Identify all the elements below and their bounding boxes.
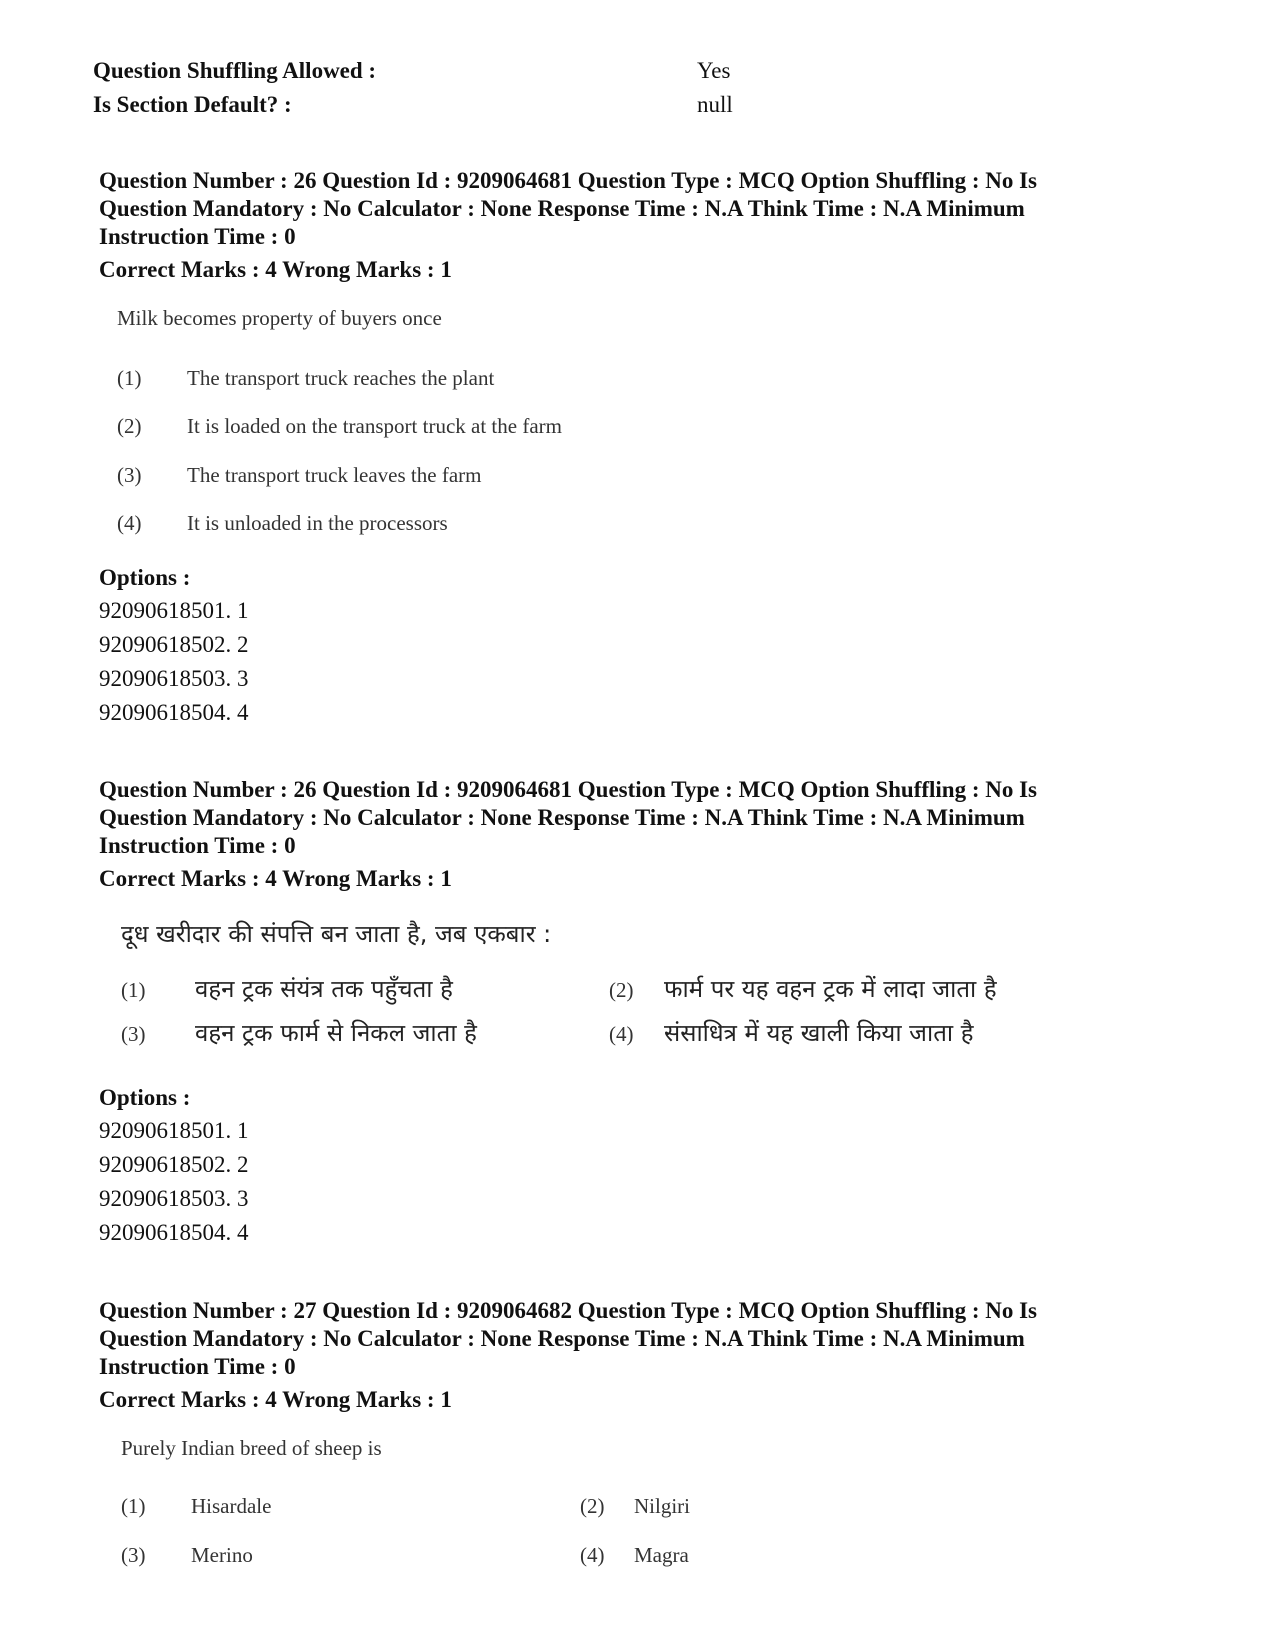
choice-text: Hisardale: [191, 1494, 272, 1518]
question-header-line: Instruction Time : 0: [99, 833, 296, 858]
choice-text: Magra: [634, 1543, 689, 1567]
choice-text: फार्म पर यह वहन ट्रक में लादा जाता है: [664, 975, 997, 1003]
question-header-line: Instruction Time : 0: [99, 1354, 296, 1379]
option-line: 92090618504. 4: [99, 1220, 249, 1245]
section-default-value: null: [697, 92, 733, 117]
option-line: 92090618503. 3: [99, 666, 249, 691]
choice-number: (4): [580, 1543, 605, 1567]
options-title: Options :: [99, 1085, 191, 1110]
marks-line: Correct Marks : 4 Wrong Marks : 1: [99, 257, 452, 282]
question-header-line: Question Mandatory : No Calculator : None Response Time : N.A Think Time : N.A Minimum: [99, 805, 1025, 830]
choice-text: वहन ट्रक फार्म से निकल जाता है: [195, 1019, 477, 1047]
choice-number: (4): [117, 511, 142, 535]
section-default-label: Is Section Default? :: [93, 92, 292, 117]
option-line: 92090618502. 2: [99, 632, 249, 657]
choice-number: (2): [609, 978, 634, 1002]
options-title: Options :: [99, 565, 191, 590]
choice-number: (3): [117, 463, 142, 487]
choice-number: (3): [121, 1022, 146, 1046]
choice-number: (1): [121, 1494, 146, 1518]
question-stem: Purely Indian breed of sheep is: [121, 1436, 382, 1460]
question-header: [99, 1297, 1159, 1381]
option-line: 92090618501. 1: [99, 1118, 249, 1143]
question-header-line: Instruction Time : 0: [99, 224, 296, 249]
marks-line: Correct Marks : 4 Wrong Marks : 1: [99, 1387, 452, 1412]
question-stem: दूध खरीदार की संपत्ति बन जाता है, जब एकबार :: [121, 920, 552, 948]
option-line: 92090618502. 2: [99, 1152, 249, 1177]
question-header: [99, 167, 1159, 251]
choice-number: (1): [117, 366, 142, 390]
question-header-line: Question Mandatory : No Calculator : None Response Time : N.A Think Time : N.A Minimum: [99, 1326, 1025, 1351]
choice-number: (2): [117, 414, 142, 438]
question-header-line: Question Number : 26 Question Id : 9209064681 Question Type : MCQ Option Shuffling : No Is: [99, 168, 1038, 193]
question-header-line: Question Number : 27 Question Id : 9209064682 Question Type : MCQ Option Shuffling : No Is: [99, 1298, 1038, 1323]
choice-text: It is loaded on the transport truck at the farm: [187, 414, 562, 438]
question-shuffling-label: Question Shuffling Allowed :: [93, 58, 377, 83]
option-line: 92090618503. 3: [99, 1186, 249, 1211]
question-header-line: Question Mandatory : No Calculator : None Response Time : N.A Think Time : N.A Minimum: [99, 196, 1025, 221]
question-stem: Milk becomes property of buyers once: [117, 306, 442, 330]
choice-number: (3): [121, 1543, 146, 1567]
question-header: [99, 776, 1159, 860]
option-line: 92090618504. 4: [99, 700, 249, 725]
choice-number: (2): [580, 1494, 605, 1518]
choice-number: (4): [609, 1022, 634, 1046]
choice-text: Merino: [191, 1543, 253, 1567]
choice-text: Nilgiri: [634, 1494, 690, 1518]
choice-text: संसाधित्र में यह खाली किया जाता है: [664, 1019, 974, 1047]
question-header-line: Question Number : 26 Question Id : 9209064681 Question Type : MCQ Option Shuffling : No Is: [99, 777, 1038, 802]
choice-number: (1): [121, 978, 146, 1002]
choice-text: It is unloaded in the processors: [187, 511, 448, 535]
question-shuffling-value: Yes: [697, 58, 731, 83]
choice-text: The transport truck leaves the farm: [187, 463, 482, 487]
option-line: 92090618501. 1: [99, 598, 249, 623]
marks-line: Correct Marks : 4 Wrong Marks : 1: [99, 866, 452, 891]
choice-text: The transport truck reaches the plant: [187, 366, 495, 390]
choice-text: वहन ट्रक संयंत्र तक पहुँचता है: [195, 975, 453, 1003]
